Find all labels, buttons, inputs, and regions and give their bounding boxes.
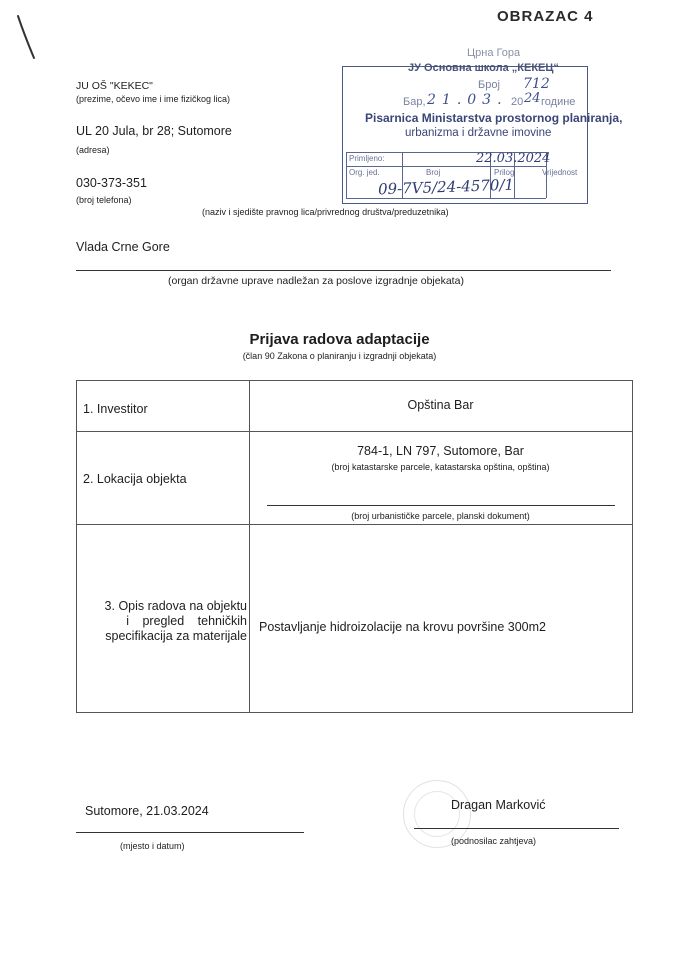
authority-name: Vlada Crne Gore <box>76 240 170 254</box>
registry-stamp <box>342 47 623 204</box>
location-label: 2. Lokacija objekta <box>83 472 187 486</box>
location-caption-urban: (broj urbanističke parcele, planski dokument) <box>351 511 530 521</box>
document-title: Prijava radova adaptacije <box>249 331 430 348</box>
stamp-prilog: Prilog <box>494 168 515 177</box>
applicant-name-caption: (prezime, očevo ime i ime fizičkog lica) <box>76 94 231 104</box>
stamp-received-date: 22.03.2024 <box>476 151 551 166</box>
form-code: OBRAZAC 4 <box>497 8 594 25</box>
applicant-address: UL 20 Jula, br 28; Sutomore <box>76 124 232 138</box>
location-value: 784-1, LN 797, Sutomore, Bar <box>357 444 524 458</box>
applicant-address-caption: (adresa) <box>76 145 110 155</box>
place-date: Sutomore, 21.03.2024 <box>85 804 209 818</box>
signer-caption: (podnosilac zahtjeva) <box>451 836 537 846</box>
authority-caption: (organ državne uprave nadležan za poslove izgradnje objekata) <box>168 275 464 287</box>
stamp-broj-value: 712 <box>523 76 550 92</box>
stamp-year-prefix: 20 <box>511 96 524 108</box>
stamp-org-jed: Org. jed. <box>349 168 380 177</box>
location-caption-cadastral: (broj katastarske parcele, katastarska opština, opština) <box>331 462 550 472</box>
applicant-name: JU OŠ "KEKEC" <box>76 80 153 92</box>
works-label-line2: i pregled tehničkih <box>126 614 247 628</box>
stamp-school: ЈУ Основна школа „КЕКЕЦ“ <box>408 62 559 74</box>
stamp-registry-number: 09-7V5/24-4570/1 <box>377 175 515 199</box>
applicant-block <box>76 80 346 220</box>
works-label-line3: specifikacija za materijale <box>105 629 247 643</box>
stamp-office-line2: urbanizma i državne imovine <box>405 127 552 139</box>
signer-name: Dragan Marković <box>451 798 546 812</box>
application-table <box>76 380 633 713</box>
legal-entity-caption: (naziv i sjedište pravnog lica/privrednog društva/preduzetnika) <box>202 207 449 217</box>
stamp-broj-label: Број <box>478 79 500 91</box>
authority-underline <box>76 270 611 271</box>
stamp-godine: године <box>541 96 576 108</box>
stamp-bar-label: Бар, <box>403 96 426 108</box>
urban-parcel-line <box>267 505 615 506</box>
place-date-caption: (mjesto i datum) <box>120 841 185 851</box>
stamp-office-line1: Pisarnica Ministarstva prostornog planiranja, <box>365 111 623 125</box>
table-row-divider <box>77 431 632 432</box>
signature-line <box>414 828 619 829</box>
stamp-year-suffix: 24 <box>524 91 541 106</box>
document-subtitle: (član 90 Zakona o planiranju i izgradnji objekata) <box>242 351 437 361</box>
works-label <box>83 599 247 644</box>
investor-label: 1. Investitor <box>83 402 148 416</box>
works-value: Postavljanje hidroizolacije na krovu površine 300m2 <box>259 620 546 634</box>
corner-pen-mark <box>16 14 38 60</box>
stamp-country: Црна Гора <box>467 47 521 59</box>
stamp-bar-date: 21.03. <box>427 92 508 108</box>
table-row-divider <box>77 524 632 525</box>
works-label-line1: 3. Opis radova na objektu <box>104 599 247 613</box>
stamp-primljeno: Primljeno: <box>349 154 385 163</box>
stamp-grid <box>346 152 582 198</box>
investor-value: Opština Bar <box>407 398 474 412</box>
stamp-vrijednost: Vrijednost <box>542 168 578 177</box>
applicant-phone: 030-373-351 <box>76 176 147 190</box>
applicant-phone-caption: (broj telefona) <box>76 195 132 205</box>
place-date-underline <box>76 832 304 833</box>
stamp-broj2: Broj <box>426 168 441 177</box>
